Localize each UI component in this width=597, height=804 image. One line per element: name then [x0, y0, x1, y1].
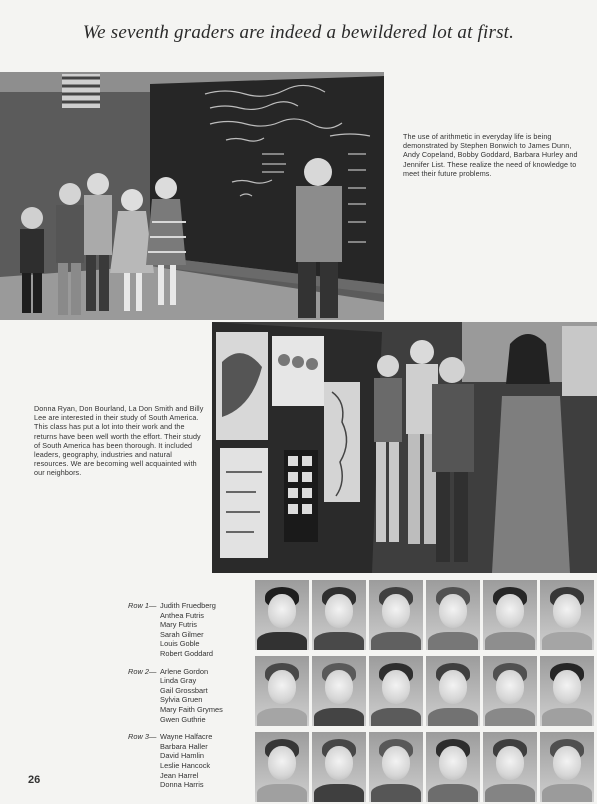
student-portrait — [426, 580, 480, 650]
poster — [272, 336, 324, 406]
row-label: Row 1— — [128, 601, 157, 610]
poster — [284, 450, 318, 542]
portrait-grid — [254, 578, 597, 804]
page-headline: We seventh graders are indeed a bewildered lot at first. — [82, 22, 515, 43]
student-portrait — [483, 580, 537, 650]
student-portrait — [369, 656, 423, 726]
student-name: David Hamlin — [160, 751, 204, 761]
student-portrait — [369, 580, 423, 650]
student-name: Sylvia Gruen — [160, 695, 203, 705]
student-name: Anthea Futris — [160, 610, 204, 620]
student-name: Louis Goble — [160, 639, 200, 649]
row-3-names — [128, 732, 248, 790]
portrait-name-list — [128, 601, 248, 798]
map-poster — [324, 382, 360, 502]
student-portrait — [312, 580, 366, 650]
student-name: Jean Harrel — [160, 770, 199, 780]
flag-icon — [62, 74, 100, 108]
south-america-class-photo — [212, 322, 597, 573]
student-name: Sarah Gilmer — [160, 629, 204, 639]
student-portrait — [540, 732, 594, 802]
student-portrait — [255, 732, 309, 802]
row-1-names — [128, 601, 248, 659]
student-portrait — [369, 732, 423, 802]
row-2-names — [128, 667, 248, 725]
student-portrait — [483, 656, 537, 726]
student-name: Judith Fruedberg — [160, 601, 216, 610]
student-portrait — [426, 732, 480, 802]
arithmetic-class-illustration — [0, 72, 384, 320]
student-portrait — [540, 580, 594, 650]
student-portrait — [540, 656, 594, 726]
student-portrait — [312, 656, 366, 726]
student-portrait — [255, 580, 309, 650]
poster — [216, 332, 268, 440]
poster — [220, 448, 268, 558]
student-name: Mary Futris — [160, 620, 197, 630]
student-portrait — [312, 732, 366, 802]
student-name: Wayne Halfacre — [160, 732, 213, 742]
arithmetic-class-photo — [0, 72, 384, 320]
student-portrait — [483, 732, 537, 802]
student-name: Gail Grossbart — [160, 685, 208, 695]
student-name: Mary Faith Grymes — [160, 704, 223, 714]
south-america-photo-caption: Donna Ryan, Don Bourland, La Don Smith and Billy Lee are interested in their study of South America. This class has put a lot into their work and the returns have been well worth the effort. Their study of South America has been thorough. It included leaders, geography, industries and natural resources. We are becoming well acquainted with our neighbors. — [34, 404, 204, 478]
row-label: Row 3— — [128, 732, 157, 742]
arithmetic-photo-caption: The use of arithmetic in everyday life is being demonstrated by Stephen Bonwich to James Dunn, Andy Copeland, Bobby Goddard, Barbara Hurley and Jennifer List. These realize the need of knowledge to meet their future problems. — [403, 132, 578, 178]
south-america-class-illustration — [212, 322, 597, 573]
student-name: Linda Gray — [160, 676, 197, 686]
student-name: Leslie Hancock — [160, 760, 211, 770]
student-name: Gwen Guthrie — [160, 714, 206, 724]
student-name: Donna Harris — [160, 780, 204, 790]
student-portrait — [255, 656, 309, 726]
student-name: Arlene Gordon — [160, 666, 209, 676]
student-portrait — [426, 656, 480, 726]
student-name: Barbara Haller — [160, 741, 208, 751]
student-name: Robert Goddard — [160, 648, 213, 658]
row-label: Row 2— — [128, 666, 157, 676]
page-number: 26 — [28, 774, 41, 786]
